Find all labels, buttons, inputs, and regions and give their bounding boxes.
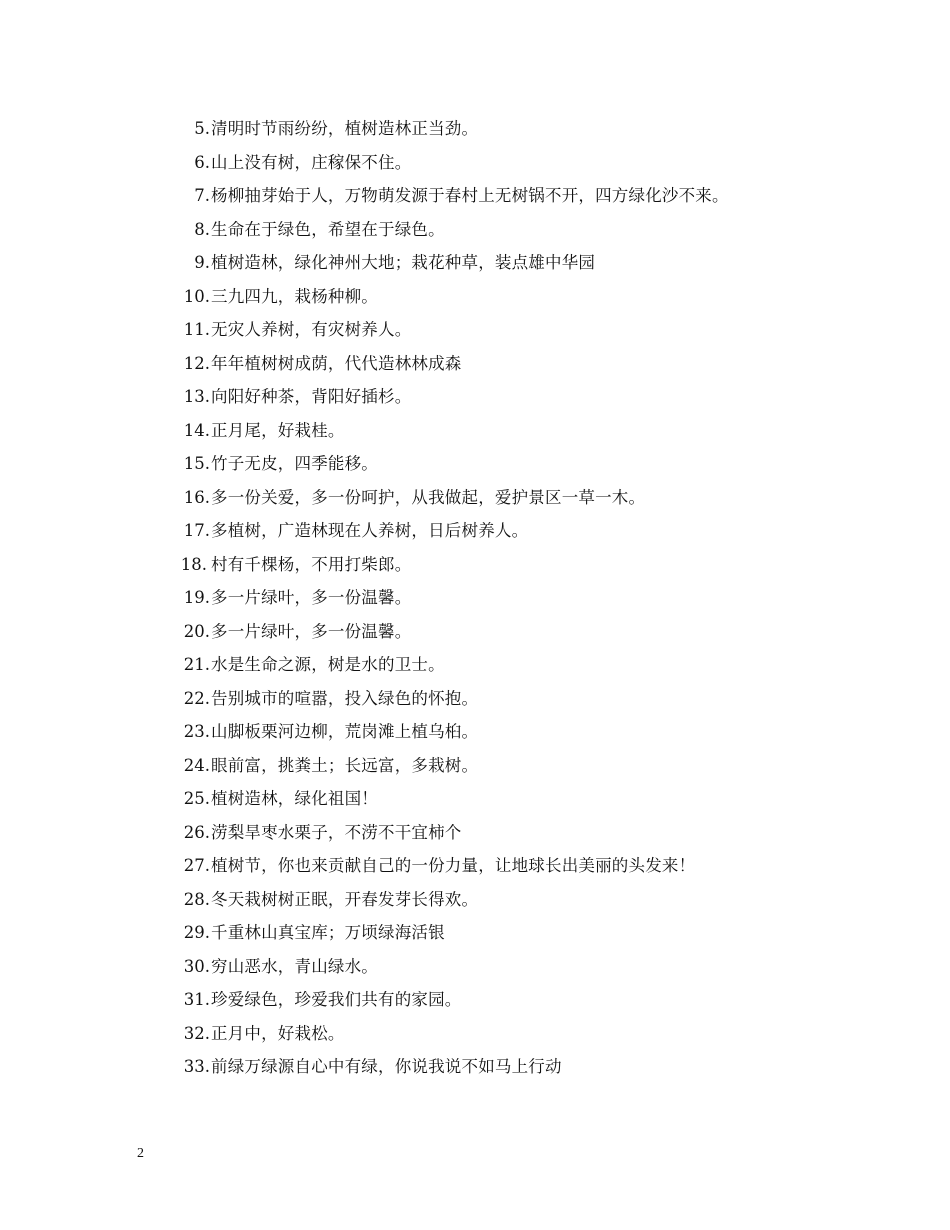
item-text: 多一份关爱，多一份呵护，从我做起，爱护景区一草一木。 [211,487,646,507]
item-number: 5. [194,119,210,138]
item-number: 24. [183,755,210,775]
item-number: 7. [194,186,210,205]
item-text: 植树造林，绿化神州大地；栽花种草，装点雄中华园 [211,253,596,272]
item-number: 16. [183,487,210,507]
list-item [0,615,950,649]
item-number: 8. [194,219,210,239]
item-number: 27. [183,856,210,875]
list-item [0,313,950,347]
item-text: 年年植树树成荫，代代造林林成森 [211,353,462,373]
list-item [0,347,950,381]
item-number: 10. [183,286,210,306]
item-text: 植树节，你也来贡献自己的一份力量，让地球长出美丽的头发来！ [211,856,696,875]
item-text: 涝梨旱枣水栗子，不涝不干宜柿个 [211,822,462,842]
list-item [0,246,950,280]
list-item [0,883,950,917]
item-text: 多一片绿叶，多一份温馨。 [211,621,412,641]
list-item [0,849,950,883]
list-item [0,179,950,213]
list-item [0,213,950,247]
item-text: 村有千棵杨，不用打柴郎。 [211,554,412,574]
item-text: 三九四九，栽杨种柳。 [211,286,378,306]
item-number: 9. [194,253,210,272]
item-text: 向阳好种茶，背阳好插杉。 [211,387,412,406]
item-text: 冬天栽树树正眠，开春发芽长得欢。 [211,889,479,909]
item-text: 多一片绿叶，多一份温馨。 [211,588,412,607]
item-text: 植树造林，绿化祖国！ [211,789,378,808]
item-text: 山脚板栗河边柳，荒岗滩上植乌桕。 [211,722,479,741]
item-number: 13. [183,387,210,406]
list-item [0,280,950,314]
item-text: 珍爱绿色，珍爱我们共有的家园。 [211,990,462,1009]
list-item [0,782,950,816]
item-text: 正月尾，好栽桂。 [211,420,345,440]
list-item [0,548,950,582]
item-text: 多植树，广造林现在人养树，日后树养人。 [211,521,529,540]
list-item [0,916,950,950]
list-item [0,380,950,414]
item-text: 穷山恶水，青山绿水。 [211,956,378,976]
item-number: 26. [183,822,210,842]
item-text: 清明时节雨纷纷，植树造林正当劲。 [211,119,479,138]
list-item [0,414,950,448]
item-number: 18. [180,554,207,574]
item-text: 生命在于绿色，希望在于绿色。 [211,219,445,239]
item-number: 25. [183,789,210,808]
item-text: 竹子无皮，四季能移。 [211,454,378,473]
list-item [0,146,950,180]
item-number: 11. [183,320,210,339]
list-item [0,983,950,1017]
list-item [0,481,950,515]
item-number: 15. [183,454,210,473]
item-number: 6. [194,152,210,172]
item-number: 20. [183,621,210,641]
list-item [0,950,950,984]
list-item [0,749,950,783]
item-number: 21. [183,655,210,674]
item-number: 17. [183,521,210,540]
list-item [0,112,950,146]
item-number: 29. [183,923,210,942]
item-number: 12. [183,353,210,373]
item-number: 28. [183,889,210,909]
list-item [0,514,950,548]
list-item [0,1050,950,1084]
list-item [0,581,950,615]
item-text: 正月中，好栽松。 [211,1023,345,1043]
item-number: 30. [183,956,210,976]
list-item [0,682,950,716]
item-number: 19. [183,588,210,607]
item-number: 33. [183,1057,210,1076]
item-number: 22. [183,688,210,708]
item-text: 眼前富，挑粪土；长远富，多栽树。 [211,755,479,775]
item-text: 水是生命之源，树是水的卫士。 [211,655,445,674]
item-text: 杨柳抽芽始于人，万物萌发源于春村上无树锅不开，四方绿化沙不来。 [211,186,729,205]
list-item [0,1017,950,1051]
item-text: 无灾人养树，有灾树养人。 [211,320,412,339]
item-number: 32. [183,1023,210,1043]
list-item [0,715,950,749]
item-text: 山上没有树，庄稼保不住。 [211,152,412,172]
item-number: 31. [183,990,210,1009]
item-number: 23. [183,722,210,741]
page-number: 2 [137,1146,144,1161]
item-number: 14. [183,420,210,440]
item-text: 前绿万绿源自心中有绿，你说我说不如马上行动 [211,1057,562,1076]
item-text: 告别城市的喧嚣，投入绿色的怀抱。 [211,688,479,708]
list-item [0,648,950,682]
slogan-list [0,112,950,1084]
list-item [0,816,950,850]
list-item [0,447,950,481]
item-text: 千重林山真宝库；万顷绿海活银 [211,923,445,942]
